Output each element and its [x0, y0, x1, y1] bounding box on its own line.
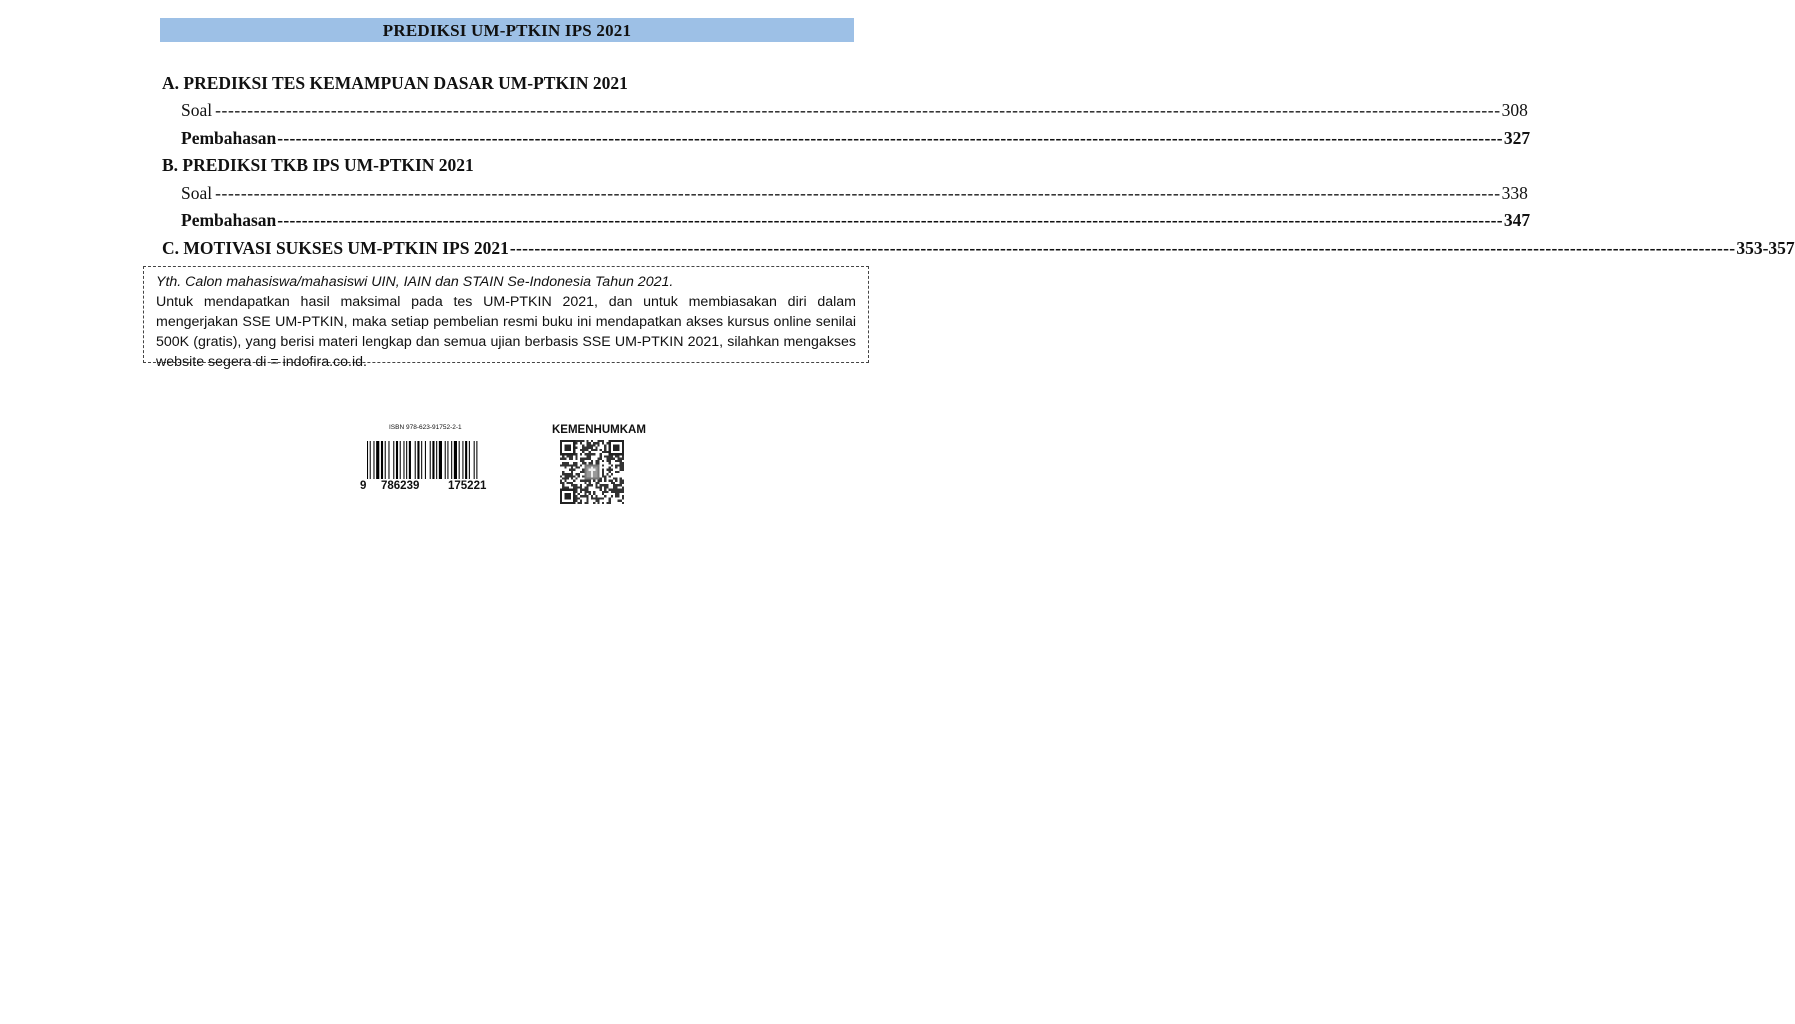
dot-leader: -------------------------------------------------------------------------------------------------------------------------------------------------------------------------------------------------------- [215, 182, 1501, 203]
toc-entry-label: Pembahasan [181, 127, 277, 148]
toc-section-a-title: A. PREDIKSI TES KEMAMPUAN DASAR UM-PTKIN 2021 [162, 72, 628, 93]
dot-leader: -------------------------------------------------------------------------------------------------------------------------------------------------------------------------------------------------------- [215, 100, 1501, 120]
barcode-left-digits: 786239 [381, 480, 420, 492]
notice-box [143, 266, 869, 370]
toc-section-c-title: C. MOTIVASI SUKSES UM-PTKIN IPS 2021 [162, 237, 509, 258]
barcode-right-digits: 175221 [448, 480, 487, 492]
isbn-label: ISBN 978-623-91752-2-1 [389, 424, 462, 431]
dot-leader: -------------------------------------------------------------------------------------------------------------------------------------------------------------------------------------------------------- [509, 237, 1736, 258]
barcode-first-digit: 9 [360, 480, 367, 492]
dot-leader: -------------------------------------------------------------------------------------------------------------------------------------------------------------------------------------------------------- [277, 127, 1503, 148]
toc-entry-label: Soal [181, 182, 213, 203]
toc-page-number: 338 [1501, 182, 1528, 203]
toc-page-number: 353-357 [1736, 237, 1795, 258]
toc-entry-label: Pembahasan [181, 210, 277, 230]
toc-section-c [162, 231, 1795, 259]
qr-code-image [560, 440, 624, 504]
toc-entry-a-pembahasan [162, 121, 1531, 149]
notice-body: Untuk mendapatkan hasil maksimal pada tes UM-PTKIN 2021, dan untuk membiasakan diri dalam mengerjakan SSE UM-PTKIN, maka setiap pembelian resmi buku ini mendapatkan akses kursus online senilai 500K (gratis), yang berisi materi lengkap dan semua ujian berbasis SSE UM-PTKIN 2021, silahkan mengakses website segera di = indofira.co.id. [156, 294, 856, 370]
qr-label: KEMENHUMKAM [552, 424, 646, 436]
toc-section-b [162, 149, 832, 177]
barcode-image [367, 441, 507, 479]
toc-section-b-title: B. PREDIKSI TKB IPS UM-PTKIN 2021 [162, 155, 474, 175]
table-of-contents [162, 66, 1795, 259]
toc-entry-a-soal [162, 94, 1528, 122]
page-title: PREDIKSI UM-PTKIN IPS 2021 [382, 21, 632, 40]
notice-greeting: Yth. Calon mahasiswa/mahasiswi UIN, IAIN dan STAIN Se-Indonesia Tahun 2021. [156, 274, 674, 290]
toc-page-number: 308 [1501, 100, 1528, 120]
toc-entry-b-pembahasan [162, 204, 1531, 232]
toc-entry-label: Soal [181, 100, 213, 120]
toc-page-number: 347 [1503, 210, 1531, 230]
dot-leader: -------------------------------------------------------------------------------------------------------------------------------------------------------------------------------------------------------- [277, 210, 1503, 230]
toc-page-number: 327 [1503, 127, 1531, 148]
toc-entry-b-soal [162, 176, 1528, 204]
toc-section-a [162, 66, 832, 94]
page-header-bar [160, 18, 854, 42]
